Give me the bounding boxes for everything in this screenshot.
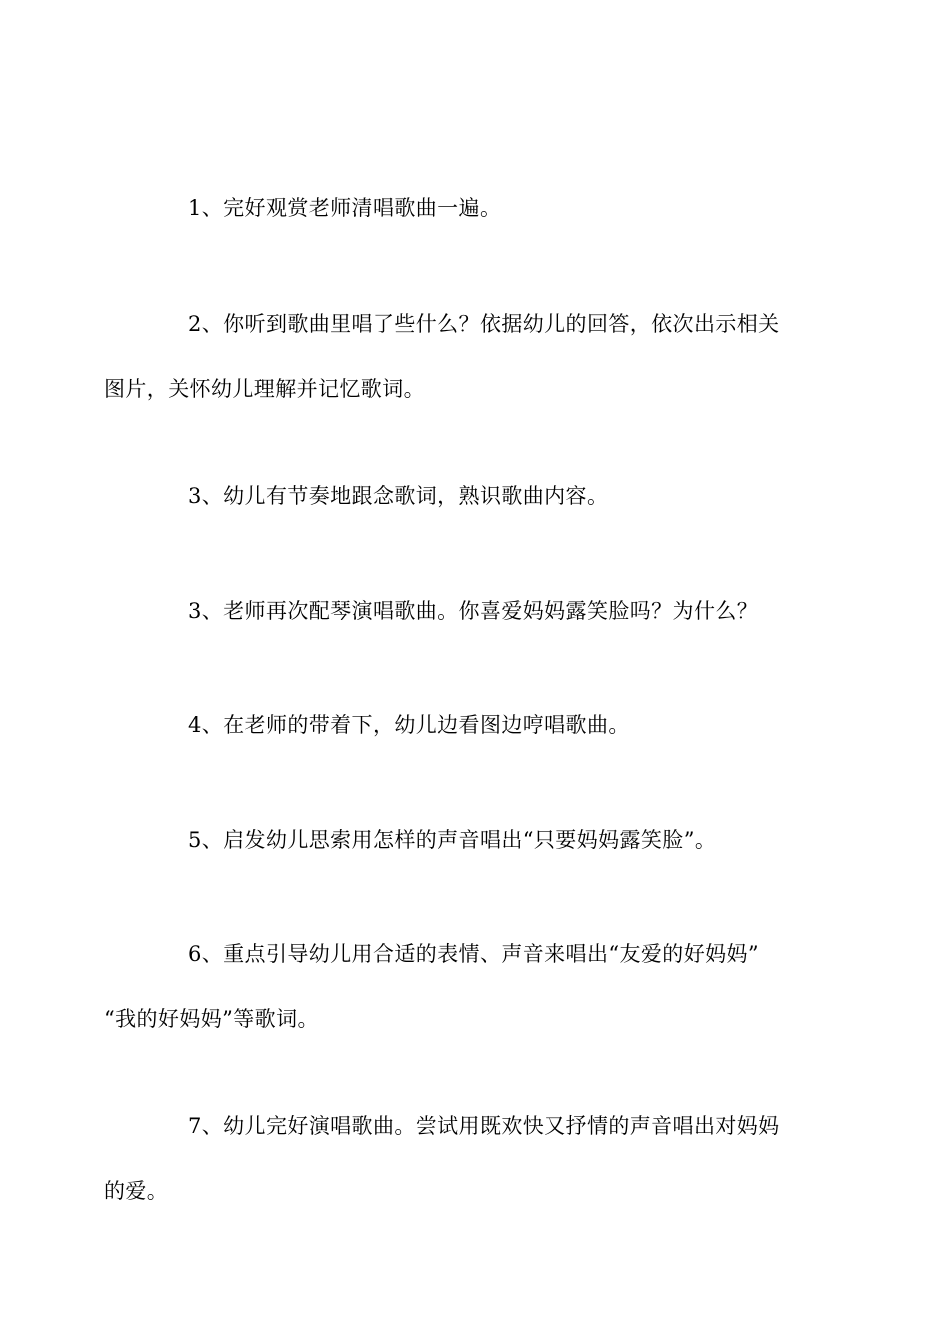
- paragraph-5: [146, 693, 816, 758]
- paragraph-6: [146, 808, 816, 873]
- paragraph-8-line-1: 7、幼儿完好演唱歌曲。尝试用既欢快又抒情的声音唱出对妈妈: [188, 1114, 780, 1138]
- paragraph-5-line-1: 4、在老师的带着下，幼儿边看图边哼唱歌曲。: [188, 713, 630, 737]
- paragraph-4-line-1: 3、老师再次配琴演唱歌曲。你喜爱妈妈露笑脸吗？为什么？: [188, 599, 759, 623]
- paragraph-2-line-1: 2、你听到歌曲里唱了些什么？依据幼儿的回答，依次出示相关: [188, 312, 780, 336]
- paragraph-6-line-1: 5、启发幼儿思索用怎样的声音唱出“只要妈妈露笑脸”。: [188, 828, 717, 852]
- paragraph-3: [146, 464, 816, 529]
- paragraph-1: [146, 176, 816, 241]
- paragraph-3-line-1: 3、幼儿有节奏地跟念歌词，熟识歌曲内容。: [188, 484, 609, 508]
- paragraph-4: [146, 579, 816, 644]
- paragraph-7-line-1: 6、重点引导幼儿用合适的表情、声音来唱出“友爱的好妈妈”: [188, 942, 760, 966]
- paragraph-2: [104, 292, 816, 422]
- paragraph-8: [104, 1094, 816, 1224]
- paragraph-1-line-1: 1、完好观赏老师清唱歌曲一遍。: [188, 196, 502, 220]
- paragraph-7: [104, 922, 816, 1052]
- paragraph-7-line-2: “我的好妈妈”等歌词。: [104, 1007, 319, 1031]
- paragraph-2-line-2: 图片，关怀幼儿理解并记忆歌词。: [104, 377, 425, 401]
- paragraph-8-line-2: 的爱。: [104, 1179, 169, 1203]
